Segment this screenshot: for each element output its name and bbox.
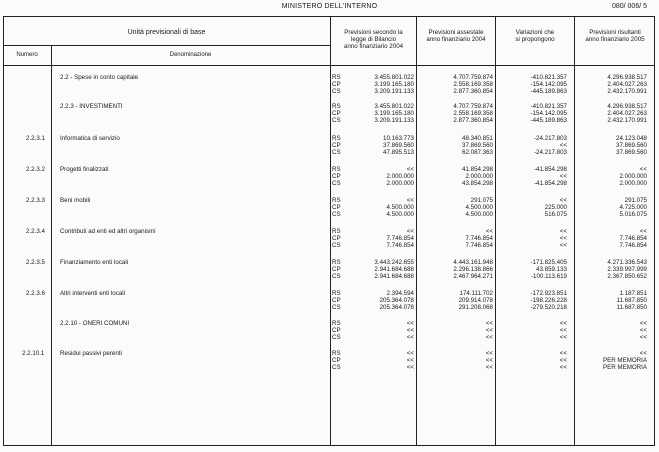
row-bilancio	[336, 135, 414, 156]
cell-assestate: <<	[485, 320, 493, 327]
cell-variazioni: <<	[559, 357, 567, 365]
col-divider-denominazione	[330, 16, 331, 446]
cell-assestate: <<	[485, 350, 493, 357]
row-variazioni	[495, 135, 567, 156]
cell-assestate: 4.707.759.874	[453, 103, 493, 110]
row-bilancio	[336, 320, 414, 341]
cell-assestate: 4.443.161.948	[453, 259, 493, 266]
row-assestate	[416, 290, 493, 311]
row-tag: RS	[332, 197, 341, 204]
cell-bilancio: <<	[406, 364, 414, 372]
cell-risultanti: 7.746.854	[619, 235, 647, 243]
cell-variazioni: <<	[559, 197, 567, 204]
cell-bilancio: 4.500.000	[386, 204, 414, 212]
col-header-prev-assestate-line: anno finanziario 2004	[426, 36, 486, 43]
col-header-prev-risultanti-line: Previsioni risultanti	[589, 29, 641, 36]
row-tag: RS	[332, 320, 341, 327]
row-denominazione: 2.2 - Spese in conto capitale	[60, 74, 139, 81]
col-header-variazioni	[496, 29, 574, 43]
row-tag: CS	[332, 180, 341, 188]
col-header-prev-bilancio-line: legge di Bilancio	[350, 36, 397, 43]
col-header-prev-assestate-line: Previsioni assestate	[428, 29, 484, 36]
cell-assestate: 7.746.854	[465, 235, 493, 243]
cell-bilancio: 2.000.000	[386, 180, 414, 188]
col-header-variazioni-line: si propongono	[515, 36, 555, 43]
row-risultanti	[575, 166, 647, 187]
cell-assestate: 291.208.068	[458, 304, 493, 312]
cell-variazioni: <<	[559, 142, 567, 150]
cell-variazioni: 516.075	[544, 211, 567, 219]
row-variazioni	[495, 74, 567, 95]
col-header-variazioni-line: Variazioni che	[515, 29, 555, 36]
row-tag: CS	[332, 334, 341, 342]
cell-variazioni: <<	[559, 320, 567, 327]
cell-risultanti: 4.271.336.543	[607, 259, 647, 266]
header-divider	[3, 45, 330, 46]
cell-variazioni: <<	[559, 327, 567, 335]
cell-bilancio: 37.869.560	[383, 142, 414, 150]
cell-assestate: 2.558.169.358	[453, 81, 493, 89]
cell-risultanti: <<	[639, 334, 647, 342]
row-tag: CP	[332, 204, 341, 212]
page-code: 080/ 006/ 5	[611, 3, 647, 10]
cell-bilancio: 2.941.684.688	[374, 266, 414, 274]
row-variazioni	[495, 228, 567, 249]
row-tag: CP	[332, 173, 341, 181]
row-numero: 2.2.3.6	[26, 290, 45, 297]
cell-variazioni: -410.821.357	[530, 74, 567, 81]
cell-assestate: 2.467.964.271	[453, 273, 493, 281]
cell-risultanti: 11.687.850	[616, 297, 647, 305]
cell-bilancio: 7.746.854	[386, 242, 414, 250]
row-tag: RS	[332, 135, 341, 142]
row-risultanti	[575, 197, 647, 218]
cell-risultanti: 2.404.027.263	[607, 110, 647, 118]
cell-assestate: <<	[485, 357, 493, 365]
cell-assestate: 4.500.000	[465, 204, 493, 212]
row-numero: 2.2.3.1	[26, 135, 45, 142]
cell-bilancio: 47.895.513	[383, 149, 414, 157]
row-denominazione: Residui passivi perenti	[60, 350, 122, 357]
cell-risultanti: 2.000.000	[619, 173, 647, 181]
cell-variazioni: <<	[559, 235, 567, 243]
row-tag: CS	[332, 304, 341, 312]
cell-assestate: 174.111.702	[459, 290, 493, 297]
cell-variazioni: 43.859.133	[536, 266, 567, 274]
cell-variazioni: <<	[559, 173, 567, 181]
row-risultanti	[575, 103, 647, 124]
row-bilancio	[336, 228, 414, 249]
row-bilancio	[336, 259, 414, 280]
cell-variazioni: -445.189.863	[530, 117, 567, 125]
col-divider-numero	[51, 45, 52, 446]
cell-bilancio: <<	[406, 334, 414, 342]
cell-bilancio: <<	[406, 320, 414, 327]
cell-bilancio: 205.364.078	[379, 297, 414, 305]
cell-variazioni: -100.113.619	[530, 273, 567, 281]
cell-bilancio: <<	[406, 357, 414, 365]
row-risultanti	[575, 290, 647, 311]
col-header-denominazione: Denominazione	[169, 52, 212, 58]
cell-variazioni: -410.821.357	[530, 103, 567, 110]
cell-risultanti: 2.432.170.991	[607, 88, 647, 96]
cell-risultanti: <<	[639, 327, 647, 335]
cell-variazioni: -171.825.405	[530, 259, 567, 266]
col-header-numero: Numero	[16, 52, 38, 58]
cell-variazioni: -41.854.298	[533, 166, 567, 173]
row-assestate	[416, 320, 493, 341]
cell-risultanti: 37.869.560	[616, 142, 647, 150]
row-variazioni	[495, 197, 567, 218]
cell-assestate: <<	[485, 334, 493, 342]
col-header-prev-bilancio	[331, 29, 416, 50]
cell-bilancio: 205.364.078	[379, 304, 414, 312]
cell-variazioni: <<	[559, 350, 567, 357]
cell-assestate: 2.296.138.866	[453, 266, 493, 274]
cell-bilancio: 3.209.191.133	[374, 88, 414, 96]
row-variazioni	[495, 103, 567, 124]
row-risultanti	[575, 228, 647, 249]
cell-variazioni: -279.520.218	[530, 304, 567, 312]
row-numero: 2.2.3.3	[26, 197, 45, 204]
row-assestate	[416, 166, 493, 187]
row-variazioni	[495, 350, 567, 371]
cell-assestate: 7.746.854	[465, 242, 493, 250]
col-header-prev-assestate	[417, 29, 495, 43]
cell-risultanti: 2.432.170.991	[607, 117, 647, 125]
row-tag: CP	[332, 110, 341, 118]
cell-variazioni: -24.217.803	[533, 135, 567, 142]
row-assestate	[416, 228, 493, 249]
row-bilancio	[336, 197, 414, 218]
cell-assestate: 62.087.363	[462, 149, 493, 157]
cell-bilancio: 2.941.684.688	[374, 273, 414, 281]
cell-risultanti: 4.296.938.517	[607, 103, 647, 110]
row-denominazione: Finanziamento enti locali	[60, 259, 129, 266]
cell-bilancio: <<	[406, 197, 414, 204]
cell-variazioni: -445.189.863	[530, 88, 567, 96]
cell-risultanti: 11.687.850	[616, 304, 647, 312]
cell-variazioni: -198.226.228	[530, 297, 567, 305]
row-numero: 2.2.3.5	[26, 259, 45, 266]
cell-bilancio: 10.163.773	[383, 135, 414, 142]
cell-bilancio: 3.455.801.022	[374, 74, 414, 81]
cell-variazioni: -24.217.803	[533, 149, 567, 157]
cell-risultanti: 1.187.851	[619, 290, 647, 297]
cell-assestate: 209.914.078	[458, 297, 493, 305]
cell-risultanti: 7.746.854	[619, 242, 647, 250]
row-denominazione: Contributi ad enti ed altri organismi	[60, 228, 156, 235]
cell-risultanti: 2.339.997.999	[607, 266, 647, 274]
row-numero: 2.2.3.4	[26, 228, 45, 235]
row-bilancio	[336, 103, 414, 124]
cell-variazioni: <<	[559, 364, 567, 372]
cell-variazioni: -172.923.851	[530, 290, 567, 297]
cell-bilancio: 3.199.165.180	[374, 110, 414, 118]
cell-assestate: 2.877.360.854	[453, 117, 493, 125]
group-title: Unità previsionali di base	[127, 29, 206, 36]
cell-bilancio: 3.443.242.655	[374, 259, 414, 266]
cell-assestate: 2.558.169.358	[453, 110, 493, 118]
col-header-prev-bilancio-line: Previsioni secondo la	[344, 29, 403, 36]
cell-bilancio: 3.199.165.180	[374, 81, 414, 89]
cell-risultanti: <<	[639, 228, 647, 235]
row-denominazione: 2.2.10 - ONERI COMUNI	[60, 320, 130, 327]
cell-assestate: 2.877.360.854	[453, 88, 493, 96]
row-risultanti	[575, 135, 647, 156]
cell-risultanti: PER MEMORIA	[602, 364, 647, 372]
row-risultanti	[575, 74, 647, 95]
cell-risultanti: <<	[639, 350, 647, 357]
row-tag: CP	[332, 297, 341, 305]
cell-bilancio: 3.455.801.022	[374, 103, 414, 110]
row-tag: RS	[332, 74, 341, 81]
row-tag: RS	[332, 103, 341, 110]
row-risultanti	[575, 259, 647, 280]
row-numero: 2.2.10.1	[22, 350, 45, 357]
cell-bilancio: <<	[406, 350, 414, 357]
row-tag: CS	[332, 364, 341, 372]
cell-bilancio: 3.209.191.133	[374, 117, 414, 125]
row-risultanti	[575, 350, 647, 371]
cell-risultanti: 37.869.560	[616, 149, 647, 157]
cell-assestate: 2.000.000	[465, 173, 493, 181]
cell-bilancio: <<	[406, 228, 414, 235]
row-tag: CS	[332, 117, 341, 125]
row-risultanti	[575, 320, 647, 341]
row-variazioni	[495, 320, 567, 341]
cell-assestate: 48.340.851	[462, 135, 493, 142]
cell-assestate: 37.869.560	[462, 142, 493, 150]
cell-variazioni: -154.142.095	[530, 110, 567, 118]
row-tag: CS	[332, 242, 341, 250]
row-tag: RS	[332, 259, 341, 266]
row-tag: RS	[332, 228, 341, 235]
row-tag: CS	[332, 88, 341, 96]
row-denominazione: Progetti finalizzati	[60, 166, 109, 173]
cell-risultanti: 2.404.027.263	[607, 81, 647, 89]
row-tag: RS	[332, 350, 341, 357]
cell-risultanti: 4.725.000	[619, 204, 647, 212]
cell-risultanti: 5.016.075	[619, 211, 647, 219]
row-assestate	[416, 259, 493, 280]
cell-risultanti: PER MEMORIA	[602, 357, 647, 365]
cell-bilancio: 2.000.000	[386, 173, 414, 181]
row-denominazione: Informatica di servizio	[60, 135, 120, 142]
cell-variazioni: <<	[559, 228, 567, 235]
cell-assestate: <<	[485, 228, 493, 235]
row-assestate	[416, 197, 493, 218]
row-tag: CP	[332, 266, 341, 274]
row-tag: CP	[332, 357, 341, 365]
col-header-prev-risultanti-line: anno finanziario 2005	[585, 36, 645, 43]
cell-bilancio: 2.394.594	[386, 290, 414, 297]
row-variazioni	[495, 259, 567, 280]
cell-variazioni: -154.142.095	[530, 81, 567, 89]
page-header-title: MINISTERO DELL'INTERNO	[281, 3, 378, 10]
row-tag: CP	[332, 81, 341, 89]
cell-bilancio: <<	[406, 166, 414, 173]
cell-bilancio: <<	[406, 327, 414, 335]
row-assestate	[416, 103, 493, 124]
cell-variazioni: -41.854.298	[533, 180, 567, 188]
cell-risultanti: 2.000.000	[619, 180, 647, 188]
header-bottom-rule	[3, 65, 655, 66]
row-assestate	[416, 350, 493, 371]
cell-assestate: 41.854.298	[462, 166, 493, 173]
row-tag: RS	[332, 290, 341, 297]
cell-assestate: 4.707.759.874	[453, 74, 493, 81]
col-header-prev-risultanti	[575, 29, 655, 43]
row-bilancio	[336, 74, 414, 95]
cell-assestate: <<	[485, 364, 493, 372]
cell-risultanti: 2.367.850.652	[607, 273, 647, 281]
cell-risultanti: <<	[639, 320, 647, 327]
cell-assestate: 291.075	[470, 197, 493, 204]
col-header-prev-bilancio-line: anno finanziario 2004	[343, 43, 404, 50]
row-tag: CS	[332, 211, 341, 219]
cell-variazioni: <<	[559, 242, 567, 250]
row-bilancio	[336, 166, 414, 187]
row-assestate	[416, 135, 493, 156]
row-tag: CP	[332, 142, 341, 150]
cell-variazioni: <<	[559, 334, 567, 342]
cell-risultanti: 24.123.048	[616, 135, 647, 142]
cell-assestate: 43.854.298	[462, 180, 493, 188]
cell-risultanti: 291.075	[624, 197, 647, 204]
row-bilancio	[336, 350, 414, 371]
row-numero: 2.2.3.2	[26, 166, 45, 173]
row-tag: CP	[332, 327, 341, 335]
cell-variazioni: 225.000	[544, 204, 567, 212]
row-variazioni	[495, 290, 567, 311]
cell-risultanti: 4.296.938.517	[607, 74, 647, 81]
row-tag: RS	[332, 166, 341, 173]
row-denominazione: Beni mobili	[60, 197, 91, 204]
row-denominazione: 2.2.3 - INVESTIMENTI	[60, 103, 123, 110]
row-tag: CS	[332, 273, 341, 281]
row-variazioni	[495, 166, 567, 187]
row-tag: CP	[332, 235, 341, 243]
row-denominazione: Altri interventi enti locali	[60, 290, 125, 297]
row-bilancio	[336, 290, 414, 311]
cell-bilancio: 4.500.000	[386, 211, 414, 219]
row-tag: CS	[332, 149, 341, 157]
cell-assestate: 4.500.000	[465, 211, 493, 219]
cell-assestate: <<	[485, 327, 493, 335]
cell-bilancio: 7.746.854	[386, 235, 414, 243]
row-assestate	[416, 74, 493, 95]
cell-risultanti: <<	[639, 166, 647, 173]
